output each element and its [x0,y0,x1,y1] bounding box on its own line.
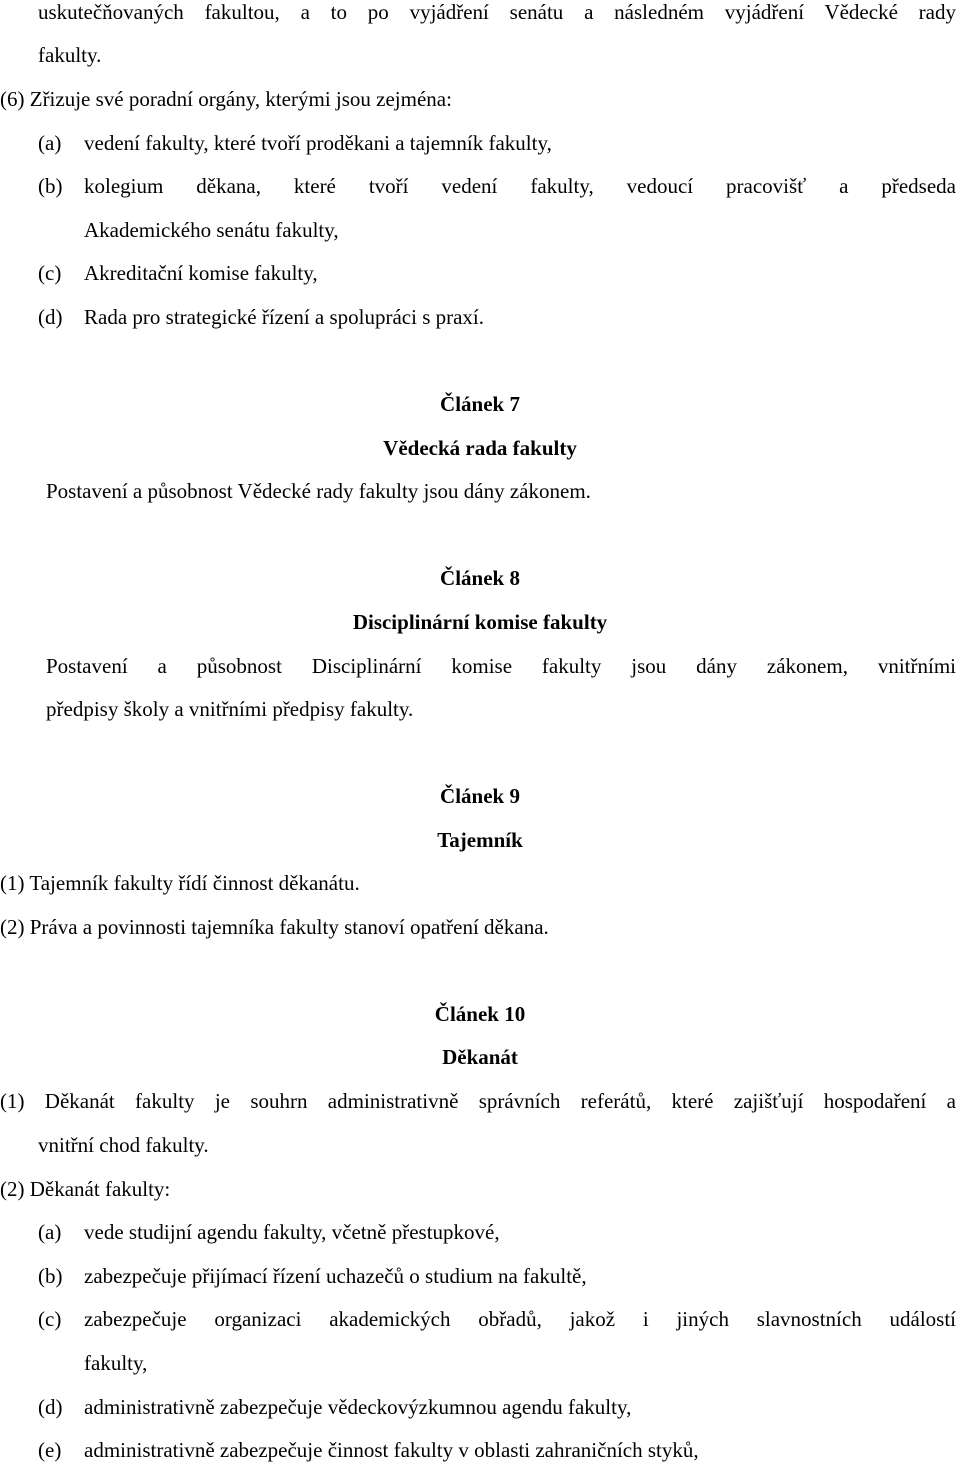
article-9-para-1: (1) Tajemník fakulty řídí činnost děkanátu. [0,871,360,895]
paragraph-line: uskutečňovaných fakultou, a to po vyjádření senátu a následném vyjádření Vědecké rady [38,0,956,24]
list-label-a: (a) [38,131,62,155]
list-label-c: (c) [38,1307,62,1331]
article-8-body: Postavení a působnost Disciplinární komise fakulty jsou dány zákonem, vnitřními [46,654,956,678]
list-item-text: administrativně zabezpečuje činnost fakulty v oblasti zahraničních styků, [84,1438,699,1462]
list-label-d: (d) [38,1395,63,1419]
article-8-title: Disciplinární komise fakulty [352,610,608,634]
article-10-para-2: (2) Děkanát fakulty: [0,1177,171,1201]
section-6-intro: (6) Zřizuje své poradní orgány, kterými jsou zejména: [0,87,452,111]
list-item-text: Rada pro strategické řízení a spolupráci s praxí. [84,305,485,329]
paragraph-line: fakulty. [38,43,102,67]
list-item-text: zabezpečuje organizaci akademických obřadů, jakož i jiných slavnostních událostí [84,1307,956,1331]
list-label-b: (b) [38,174,63,198]
article-8-body: předpisy školy a vnitřními předpisy fakulty. [46,697,414,721]
list-label-c: (c) [38,261,62,285]
list-label-e: (e) [38,1438,62,1462]
article-10-para-1: vnitřní chod fakulty. [38,1133,209,1157]
article-10-title: Děkanát [442,1045,518,1069]
article-7-body: Postavení a působnost Vědecké rady fakulty jsou dány zákonem. [46,479,591,503]
article-7-heading: Článek 7 [440,392,520,416]
article-9-heading: Článek 9 [440,784,520,808]
article-10-para-1: (1) Děkanát fakulty je souhrn administrativně správních referátů, které zajišťují hospodaření a [0,1089,956,1113]
article-10-heading: Článek 10 [434,1002,526,1026]
list-item-text: Akademického senátu fakulty, [84,218,339,242]
list-label-a: (a) [38,1220,62,1244]
list-label-b: (b) [38,1264,63,1288]
list-item-text: kolegium děkana, které tvoří vedení fakulty, vedoucí pracovišť a předseda [84,174,956,198]
article-8-heading: Článek 8 [440,566,520,590]
list-item-text: vede studijní agendu fakulty, včetně přestupkové, [84,1220,500,1244]
list-item-text: administrativně zabezpečuje vědeckovýzkumnou agendu fakulty, [84,1395,632,1419]
list-item-text: vedení fakulty, které tvoří proděkani a tajemník fakulty, [84,131,552,155]
article-7-title: Vědecká rada fakulty [383,436,577,460]
article-9-title: Tajemník [437,828,523,852]
list-item-text: fakulty, [84,1351,148,1375]
article-9-para-2: (2) Práva a povinnosti tajemníka fakulty stanoví opatření děkana. [0,915,549,939]
list-item-text: zabezpečuje přijímací řízení uchazečů o studium na fakultě, [84,1264,587,1288]
list-item-text: Akreditační komise fakulty, [84,261,318,285]
list-label-d: (d) [38,305,63,329]
